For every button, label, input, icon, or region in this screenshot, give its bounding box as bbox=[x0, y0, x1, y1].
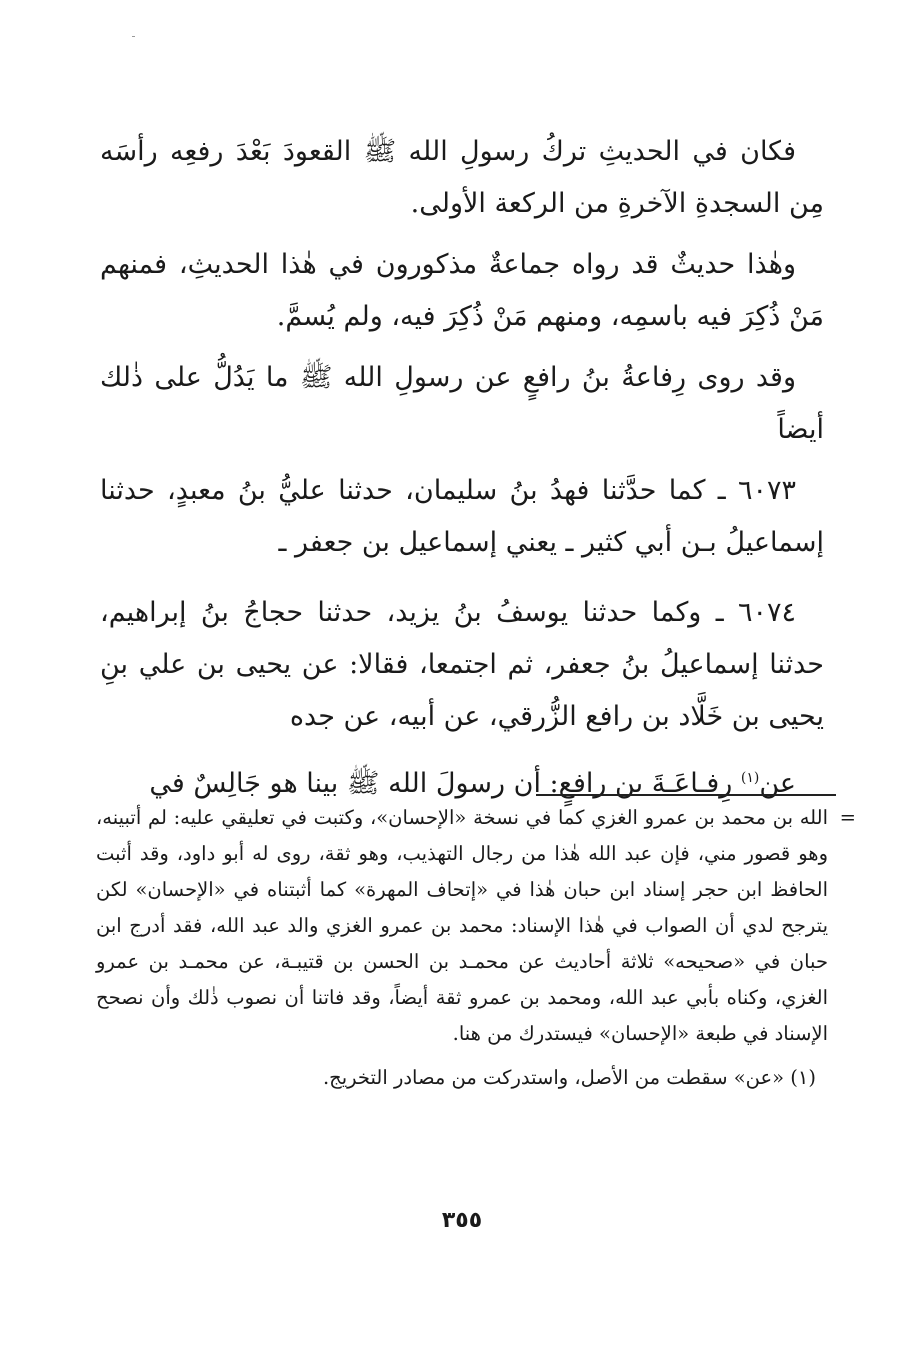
paragraph: فكان في الحديثِ تركُ رسولِ الله ﷺ القعودَ بَعْدَ رفعِه رأسَه مِن السجدةِ الآخرةِ من الركعة الأولى. bbox=[100, 136, 824, 219]
page-number: ٣٥٥ bbox=[441, 1208, 483, 1233]
footnote-1: (١) «عن» سقطت من الأصل، واستدركت من مصادر التخريج. bbox=[322, 1066, 816, 1089]
hadith-paragraph: ٦٠٧٤ ـ وكما حدثنا يوسفُ بنُ يزيد، حدثنا حجاجُ بنُ إبراهيم، حدثنا إسماعيلُ بنُ جعفر، ثم اجتمعا، فقالا: عن يحيى بن علي بنِ يحيى بن خَلَّاد بن رافع الزُّرقي، عن أبيه، عن جده bbox=[100, 597, 824, 732]
paragraph-text: رِفـاعَـةَ بن رافعٍ: أن رسولَ الله ﷺ بينا هو جَالِسٌ في bbox=[149, 768, 741, 799]
paragraph: وقد روى رِفاعةُ بنُ رافعٍ عن رسولِ الله ﷺ ما يَدُلُّ على ذٰلك أيضاً bbox=[100, 362, 824, 445]
footnote-text: الله بن محمد بن عمرو الغزي كما في نسخة «الإحسان»، وكتبت في تعليقي عليه: لم أتبينه، وهو قصور مني، فإن عبد الله هٰذا من رجال التهذيب، وهو ثقة، روى له أبو داود، وقد أثبت الحافظ ابن حجر إسناد ابن حبان هٰذا في «إتحاف المهرة» كما أثبتناه في «الإحسان» لكن يترجح لدي أن الصواب في هٰذا الإسناد: محمد بن عمرو الغزي والد عبد الله، فقد أدرج ابن حبان في «صحيحه» ثلاثة أحاديث عن محمـد بن الحسن بن قتيبـة، عن محمـد بن عمرو الغزي، وكناه بأبي عبد الله، ومحمد بن عمرو ثقة أيضاً، وقد فاتنا أن نصوب ذٰلك وأن نصحح الإسناد في طبعة «الإحسان» فيستدرك من هنا. bbox=[96, 806, 828, 1045]
paragraph: وهٰذا حديثٌ قد رواه جماعةٌ مذكورون في هٰذا الحديثِ، فمنهم مَنْ ذُكِرَ فيه باسمِه، ومنهم مَنْ ذُكِرَ فيه، ولم يُسمَّ. bbox=[100, 249, 824, 332]
footnote-reference: (١) bbox=[740, 770, 760, 786]
scan-speck bbox=[132, 36, 135, 37]
continuation-mark: = bbox=[839, 806, 856, 829]
hadith-paragraph: ٦٠٧٣ ـ كما حدَّثنا فهدُ بنُ سليمان، حدثنا عليُّ بنُ معبدٍ، حدثنا إسماعيلُ بـن أبي كثير ـ يعني إسماعيل بن جعفر ـ bbox=[100, 475, 824, 558]
paragraph-text: عن bbox=[759, 768, 796, 799]
footnotes bbox=[96, 800, 856, 1096]
main-text bbox=[100, 126, 824, 819]
footnote-continuation bbox=[96, 800, 856, 1052]
footnote-separator bbox=[536, 794, 836, 796]
